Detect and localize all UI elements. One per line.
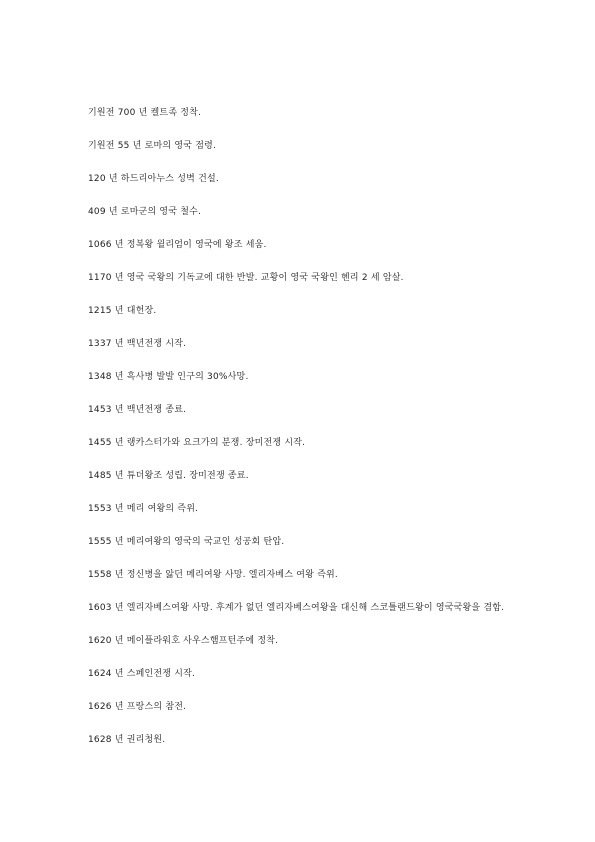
timeline-entry-1626: 1626 년 프랑스의 참전. (88, 702, 187, 712)
timeline-entry-120: 120 년 하드리아누스 성벽 건설. (88, 174, 219, 184)
timeline-entry-1553: 1553 년 메리 여왕의 즉위. (88, 504, 199, 514)
timeline-entry-1485: 1485 년 튜더왕조 성립. 장미전쟁 종료. (88, 471, 249, 481)
timeline-entry-700bc: 기원전 700 년 켈트족 정착. (88, 108, 202, 118)
timeline-entry-1453: 1453 년 백년전쟁 종료. (88, 405, 187, 415)
timeline-entry-1455: 1455 년 랭카스터가와 요크가의 분쟁. 장미전쟁 시작. (88, 438, 306, 448)
timeline-entry-1337: 1337 년 백년전쟁 시작. (88, 339, 187, 349)
timeline-entry-1558: 1558 년 정신병을 앓던 메리여왕 사망. 엘리자베스 여왕 즉위. (88, 570, 338, 580)
timeline-entry-1628: 1628 년 권리청원. (88, 735, 166, 745)
timeline-entry-1066: 1066 년 정복왕 윌리엄이 영국에 왕조 세움. (88, 240, 267, 250)
timeline-entry-1170: 1170 년 영국 국왕의 기독교에 대한 반발. 교황이 영국 국왕인 헨리 2 세 암살. (88, 273, 404, 283)
timeline-entry-1215: 1215 년 대헌장. (88, 306, 157, 316)
timeline-entry-1555: 1555 년 메리여왕의 영국의 국교인 성공회 탄압. (88, 537, 285, 547)
timeline-entry-1348: 1348 년 흑사병 발발 인구의 30%사망. (88, 372, 249, 382)
timeline-entry-55bc: 기원전 55 년 로마의 영국 점령. (88, 141, 217, 151)
timeline-entry-409: 409 년 로마군의 영국 철수. (88, 207, 202, 217)
timeline-entry-1620: 1620 년 메이플라워호 사우스햄프턴주에 정착. (88, 636, 279, 646)
timeline-entry-1624: 1624 년 스페인전쟁 시작. (88, 669, 196, 679)
timeline-entry-1603: 1603 년 엘리자베스여왕 사망. 후계가 없던 엘리자베스여왕을 대신해 스코틀랜드왕이 영국국왕을 겸함. (88, 603, 505, 613)
timeline-list (88, 104, 528, 764)
